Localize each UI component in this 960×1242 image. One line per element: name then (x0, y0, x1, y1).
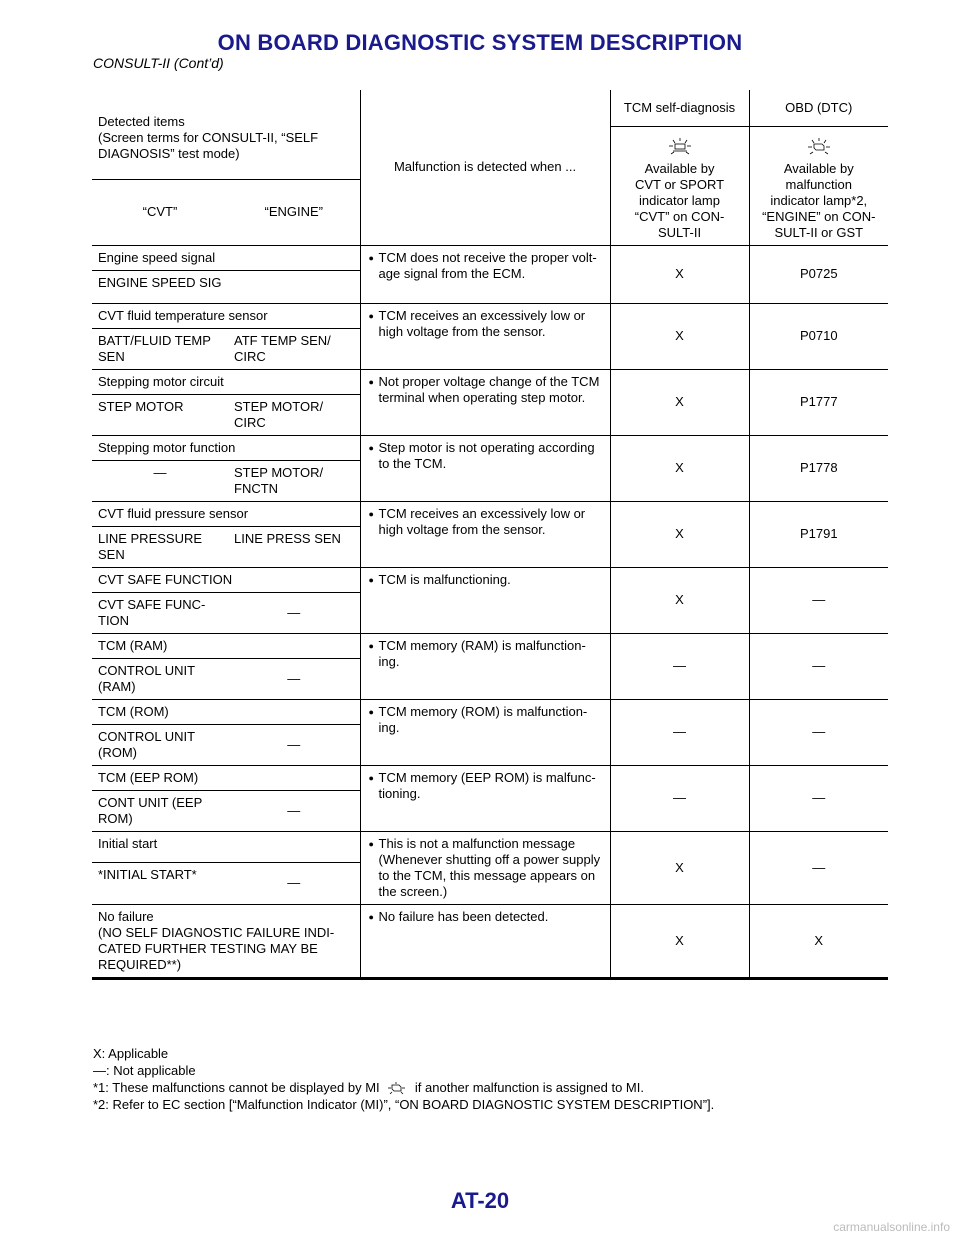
detected-item: No failure (NO SELF DIAGNOSTIC FAILURE INDI- CATED FURTHER TESTING MAY BE REQUIRED**) (92, 904, 360, 978)
detected-item: CVT fluid pressure sensor (92, 501, 360, 526)
obd-dtc-value: X (749, 904, 888, 978)
table-row (92, 501, 888, 526)
tcm-self-diagnosis-value: X (610, 303, 749, 369)
cvt-screen-term: STEP MOTOR (92, 394, 228, 435)
obd-dtc-value: P1791 (749, 501, 888, 567)
cvt-screen-term: — (92, 460, 228, 501)
detection-text: Step motor is not operating according to the TCM. (378, 439, 595, 471)
bullet-icon: ● (368, 376, 374, 387)
table-row (92, 303, 888, 328)
bullet-icon: ● (368, 706, 374, 717)
detection-condition (360, 303, 610, 369)
table-row (92, 369, 888, 394)
bullet-icon: ● (368, 310, 374, 321)
table-row (92, 245, 888, 270)
table-row (92, 831, 888, 862)
detection-condition (360, 501, 610, 567)
tcm-self-diagnosis-value: — (610, 633, 749, 699)
mil-icon (386, 1082, 408, 1096)
engine-screen-term: LINE PRESS SEN (228, 526, 360, 567)
cvt-screen-term: ENGINE SPEED SIG (92, 270, 228, 303)
malfunction-indicator-lamp-icon (806, 137, 832, 157)
detected-item: TCM (EEP ROM) (92, 765, 360, 790)
table-row (92, 765, 888, 790)
bullet-icon: ● (368, 442, 374, 453)
note-not-applicable: —: Not applicable (93, 1063, 196, 1078)
engine-screen-term: ATF TEMP SEN/ CIRC (228, 328, 360, 369)
tcm-self-diagnosis-value: X (610, 369, 749, 435)
table-row-no-failure (92, 904, 888, 978)
header-malfunction: Malfunction is detected when ... (360, 90, 610, 245)
note-star1 (93, 1079, 714, 1096)
detection-text: TCM memory (EEP ROM) is malfunc- tioning. (378, 769, 596, 801)
detection-condition (360, 245, 610, 303)
bullet-icon: ● (368, 574, 374, 585)
header-obd-available (749, 126, 888, 245)
note-applicable: X: Applicable (93, 1046, 169, 1061)
detected-item: TCM (RAM) (92, 633, 360, 658)
bullet-icon: ● (368, 508, 374, 519)
tcm-self-diagnosis-value: X (610, 501, 749, 567)
note-star2: *2: Refer to EC section [“Malfunction Indicator (MI)”, “ON BOARD DIAGNOSTIC SYSTEM DESCRIPTION”]. (93, 1097, 715, 1112)
engine-screen-term: — (228, 658, 360, 699)
obd-dtc-value: P1778 (749, 435, 888, 501)
header-obd-dtc: OBD (DTC) (749, 90, 888, 126)
tcm-self-diagnosis-value: X (610, 831, 749, 904)
diagnostic-table (92, 90, 888, 980)
obd-dtc-value: P0710 (749, 303, 888, 369)
engine-screen-term: — (228, 724, 360, 765)
bullet-icon: ● (368, 640, 374, 651)
page-title: ON BOARD DIAGNOSTIC SYSTEM DESCRIPTION (217, 30, 743, 55)
detection-text: TCM receives an excessively low or high voltage from the sensor. (378, 307, 586, 339)
cvt-screen-term: CVT SAFE FUNC- TION (92, 592, 228, 633)
table-row (92, 633, 888, 658)
notes (93, 1045, 714, 1113)
note-star1-part-b: if another malfunction is assigned to MI. (414, 1080, 644, 1095)
detection-condition (360, 765, 610, 831)
bullet-icon: ● (368, 838, 374, 849)
page-number: AT-20 (450, 1188, 510, 1213)
obd-available-text: Available by malfunction indicator lamp*2, “ENGINE” on CON- SULT-II or GST (762, 160, 876, 240)
detected-item: TCM (ROM) (92, 699, 360, 724)
detected-item: Initial start (92, 831, 360, 862)
bullet-icon: ● (368, 252, 374, 263)
detected-item: CVT fluid temperature sensor (92, 303, 360, 328)
engine-screen-term: STEP MOTOR/ CIRC (228, 394, 360, 435)
header-engine: “ENGINE” (228, 179, 360, 245)
detected-item: CVT SAFE FUNCTION (92, 567, 360, 592)
obd-dtc-value: — (749, 699, 888, 765)
cvt-screen-term: CONTROL UNIT (RAM) (92, 658, 228, 699)
header-tcm-self-diagnosis: TCM self-diagnosis (610, 90, 749, 126)
cvt-screen-term: CONTROL UNIT (ROM) (92, 724, 228, 765)
tcm-self-diagnosis-value: — (610, 765, 749, 831)
cvt-screen-term: *INITIAL START* (92, 862, 228, 904)
detection-text: Not proper voltage change of the TCM terminal when operating step motor. (378, 373, 600, 405)
detection-text: TCM receives an excessively low or high voltage from the sensor. (378, 505, 586, 537)
detection-text: This is not a malfunction message (Whenever shutting off a power supply to the TCM, this message appears on the screen.) (378, 835, 601, 899)
tcm-self-diagnosis-value: X (610, 245, 749, 303)
bullet-icon: ● (368, 911, 374, 922)
watermark: carmanualsonline.info (833, 1220, 950, 1234)
engine-screen-term: — (228, 862, 360, 904)
tcm-self-diagnosis-value: X (610, 435, 749, 501)
page-subtitle: CONSULT-II (Cont’d) (93, 55, 224, 71)
detection-text: TCM does not receive the proper volt- age signal from the ECM. (378, 249, 597, 281)
detection-condition (360, 904, 610, 978)
header-detected-items: Detected items (Screen terms for CONSULT-II, “SELF DIAGNOSIS” test mode) (92, 90, 360, 179)
detection-condition (360, 633, 610, 699)
engine-screen-term (228, 270, 360, 303)
note-star1-part-a: *1: These malfunctions cannot be displayed by MI (93, 1080, 380, 1095)
bullet-icon: ● (368, 772, 374, 783)
detection-condition (360, 699, 610, 765)
detected-item: Stepping motor function (92, 435, 360, 460)
obd-dtc-value: — (749, 765, 888, 831)
cvt-indicator-lamp-icon (667, 137, 693, 157)
detected-item: Stepping motor circuit (92, 369, 360, 394)
detection-condition (360, 831, 610, 904)
table-row (92, 567, 888, 592)
tcm-self-diagnosis-value: X (610, 567, 749, 633)
obd-dtc-value: — (749, 831, 888, 904)
detection-condition (360, 435, 610, 501)
engine-screen-term: — (228, 790, 360, 831)
cvt-screen-term: CONT UNIT (EEP ROM) (92, 790, 228, 831)
detection-text: TCM memory (ROM) is malfunction- ing. (378, 703, 588, 735)
detected-item: Engine speed signal (92, 245, 360, 270)
table-row (92, 435, 888, 460)
header-cvt: “CVT” (92, 179, 228, 245)
detection-condition (360, 369, 610, 435)
detection-text: TCM is malfunctioning. (378, 571, 511, 587)
detection-text: TCM memory (RAM) is malfunction- ing. (378, 637, 586, 669)
obd-dtc-value: P1777 (749, 369, 888, 435)
table-row (92, 699, 888, 724)
engine-screen-term: — (228, 592, 360, 633)
tcm-self-diagnosis-value: X (610, 904, 749, 978)
cvt-screen-term: BATT/FLUID TEMP SEN (92, 328, 228, 369)
obd-dtc-value: — (749, 633, 888, 699)
engine-screen-term: STEP MOTOR/ FNCTN (228, 460, 360, 501)
header-tcm-available (610, 126, 749, 245)
tcm-self-diagnosis-value: — (610, 699, 749, 765)
detection-text: No failure has been detected. (378, 908, 549, 924)
detection-condition (360, 567, 610, 633)
obd-dtc-value: — (749, 567, 888, 633)
cvt-screen-term: LINE PRESSURE SEN (92, 526, 228, 567)
obd-dtc-value: P0725 (749, 245, 888, 303)
tcm-available-text: Available by CVT or SPORT indicator lamp “CVT” on CON- SULT-II (634, 160, 725, 240)
